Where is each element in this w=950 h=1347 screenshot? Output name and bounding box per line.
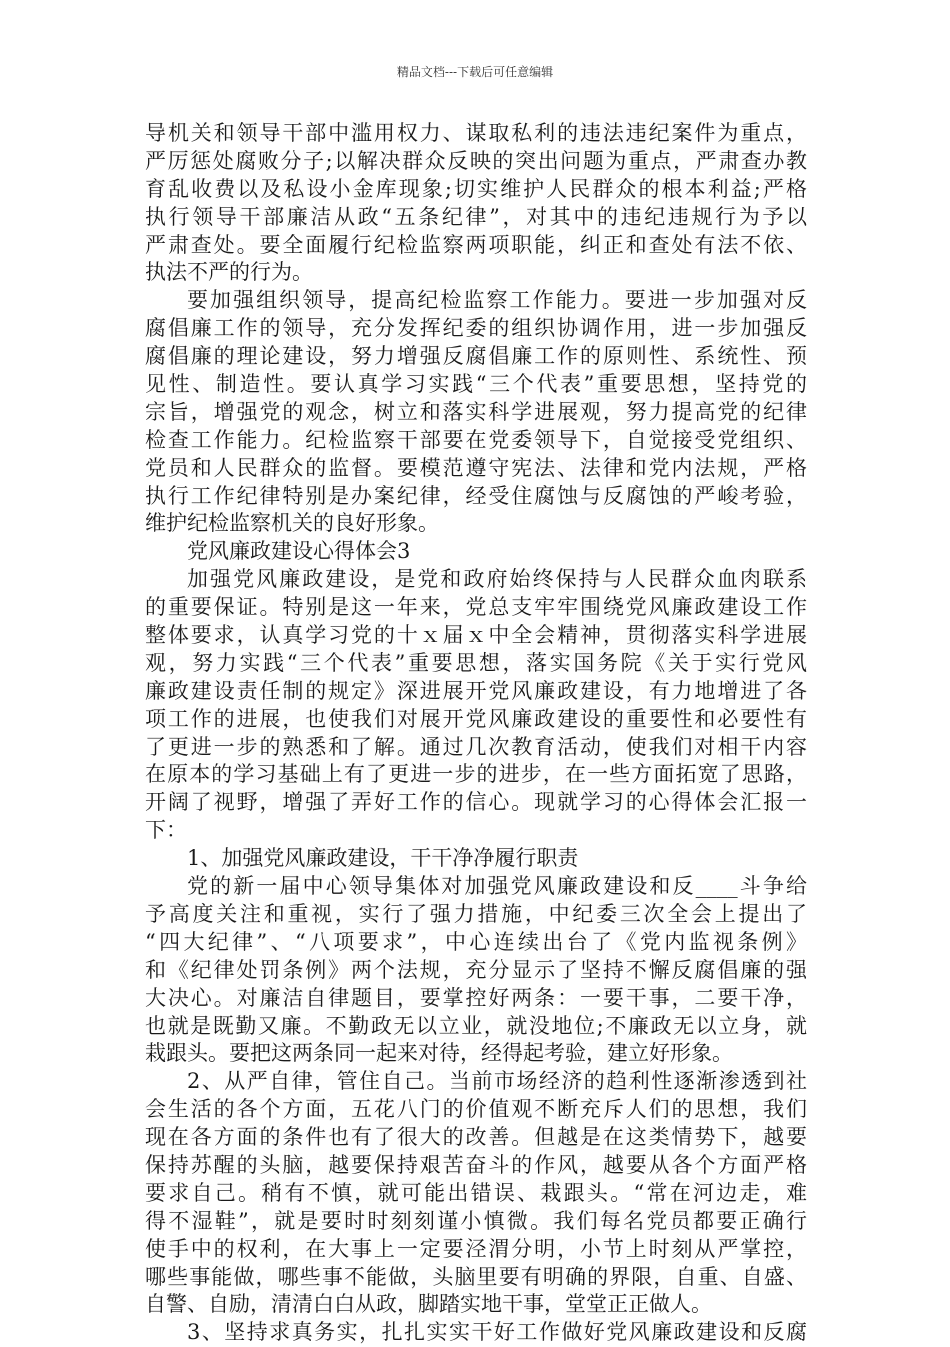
text-line: 宗旨，增强党的观念，树立和落实科学进展观，努力提高党的纪律 <box>145 399 807 424</box>
text-line: 大决心。对廉洁自律题目，要掌控好两条：一要干事，二要干净， <box>145 985 807 1010</box>
text-line: 整体要求，认真学习党的十ｘ届ｘ中全会精神，贯彻落实科学进展 <box>145 623 807 648</box>
text-line: 维护纪检监察机关的良好形象。 <box>145 511 439 536</box>
text-line: 党风廉政建设心得体会3 <box>187 539 411 564</box>
text-line: 腐倡廉工作的领导，充分发挥纪委的组织协调作用，进一步加强反 <box>145 316 807 341</box>
document-body <box>145 120 807 1347</box>
text-line: 项工作的进展，也使我们对展开党风廉政建设的重要性和必要性有 <box>145 706 807 731</box>
text-line: 和《纪律处罚条例》两个法规，充分显示了坚持不懈反腐倡廉的强 <box>145 957 807 982</box>
text-line: 执行领导干部廉洁从政“五条纪律”，对其中的违纪违规行为予以 <box>145 204 807 229</box>
text-line: 严肃查处。要全面履行纪检监察两项职能，纠正和查处有法不依、 <box>145 232 807 257</box>
text-line: 的重要保证。特别是这一年来，党总支牢牢围绕党风廉政建设工作 <box>145 595 807 620</box>
text-line: 保持苏醒的头脑，越要保持艰苦奋斗的作风，越要从各个方面严格 <box>145 1152 807 1177</box>
text-line: 执法不严的行为。 <box>145 260 313 285</box>
text-line: 自警、自励，清清白白从政，脚踏实地干事，堂堂正正做人。 <box>145 1292 712 1317</box>
text-line: 3、坚持求真务实，扎扎实实干好工作做好党风廉政建设和反腐 <box>187 1320 807 1345</box>
text-line: 得不湿鞋”，就是要时时刻刻谨小慎微。我们每名党员都要正确行 <box>145 1208 807 1233</box>
text-line: 2、从严自律，管住自己。当前市场经济的趋利性逐渐渗透到社 <box>187 1069 807 1094</box>
text-line: 也就是既勤又廉。不勤政无以立业，就没地位;不廉政无以立身，就 <box>145 1013 807 1038</box>
text-line: 会生活的各个方面，五花八门的价值观不断充斥人们的思想，我们 <box>145 1097 807 1122</box>
text-line: “四大纪律”、“八项要求”，中心连续出台了《党内监视条例》 <box>145 929 807 954</box>
text-line: 在原本的学习基础上有了更进一步的进步，在一些方面拓宽了思路， <box>145 762 807 787</box>
text-line: 观，努力实践“三个代表”重要思想，落实国务院《关于实行党风 <box>145 650 807 675</box>
text-line: 现在各方面的条件也有了很大的改善。但越是在这类情势下，越要 <box>145 1125 807 1150</box>
text-line: 加强党风廉政建设，是党和政府始终保持与人民群众血肉联系 <box>187 567 807 592</box>
text-line: 党的新一届中心领导集体对加强党风廉政建设和反____斗争给 <box>187 874 807 899</box>
text-line: 使手中的权利，在大事上一定要泾渭分明，小节上时刻从严掌控， <box>145 1236 807 1261</box>
text-line: 开阔了视野，增强了弄好工作的信心。现就学习的心得体会汇报一 <box>145 790 807 815</box>
text-line: 要求自己。稍有不慎，就可能出错误、栽跟头。“常在河边走，难 <box>145 1180 807 1205</box>
text-line: 党员和人民群众的监督。要模范遵守宪法、法律和党内法规，严格 <box>145 455 807 480</box>
text-line: 要加强组织领导，提高纪检监察工作能力。要进一步加强对反 <box>187 288 807 313</box>
text-line: 予高度关注和重视，实行了强力措施，中纪委三次全会上提出了 <box>145 901 807 926</box>
text-line: 育乱收费以及私设小金库现象;切实维护人民群众的根本利益;严格 <box>145 176 807 201</box>
text-line: 栽跟头。要把这两条同一起来对待，经得起考验，建立好形象。 <box>145 1041 733 1066</box>
text-line: 检查工作能力。纪检监察干部要在党委领导下，自觉接受党组织、 <box>145 427 807 452</box>
page-header: 精品文档---下载后可任意编辑 <box>396 65 554 79</box>
text-line: 哪些事能做，哪些事不能做，头脑里要有明确的界限，自重、自盛、 <box>145 1264 807 1289</box>
text-line: 执行工作纪律特别是办案纪律，经受住腐蚀与反腐蚀的严峻考验， <box>145 483 807 508</box>
text-line: 严厉惩处腐败分子;以解决群众反映的突出问题为重点，严肃查办教 <box>145 148 807 173</box>
text-line: 导机关和领导干部中滥用权力、谋取私利的违法违纪案件为重点， <box>145 121 807 145</box>
text-line: 廉政建设责任制的规定》深进展开党风廉政建设，有力地增进了各 <box>145 678 807 703</box>
text-line: 1、加强党风廉政建设，干干净净履行职责 <box>187 846 579 871</box>
text-line: 腐倡廉的理论建设，努力增强反腐倡廉工作的原则性、系统性、预 <box>145 344 807 369</box>
text-line: 了更进一步的熟悉和了解。通过几次教育活动，使我们对相干内容 <box>145 734 807 759</box>
text-line: 下： <box>145 818 187 843</box>
text-line: 见性、制造性。要认真学习实践“三个代表”重要思想，坚持党的 <box>145 372 807 397</box>
